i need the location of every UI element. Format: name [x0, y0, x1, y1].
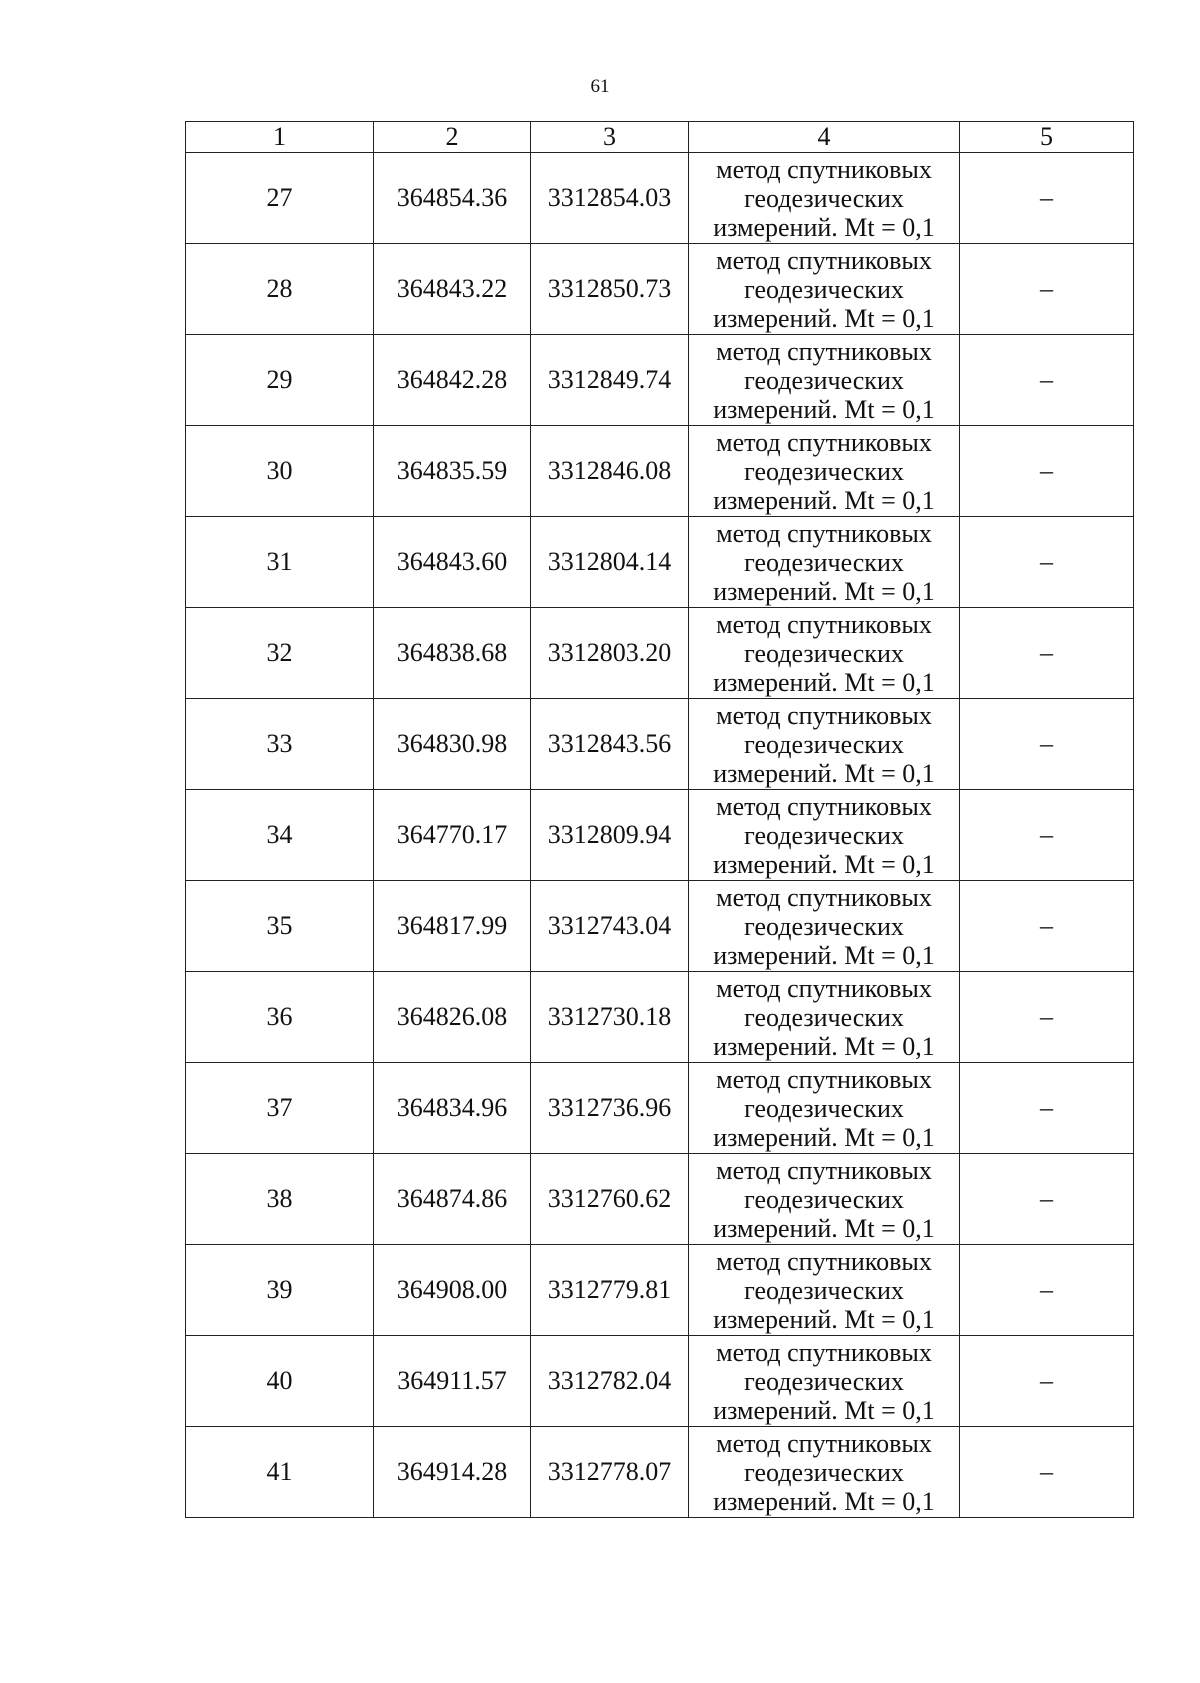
method-cell [689, 1336, 960, 1427]
method-line: метод спутниковых [716, 882, 932, 912]
point-number: 39 [186, 1245, 374, 1336]
table-header-row [186, 122, 1134, 153]
coordinate-y: 3312854.03 [531, 153, 689, 244]
point-number: 28 [186, 244, 374, 335]
coordinate-x: 364843.60 [374, 517, 531, 608]
method-line: геодезических [744, 729, 904, 759]
method-cell [689, 608, 960, 699]
method-line: метод спутниковых [716, 973, 932, 1003]
table-row [186, 1154, 1134, 1245]
point-number: 35 [186, 881, 374, 972]
coordinate-x: 364911.57 [374, 1336, 531, 1427]
note-cell: – [960, 699, 1134, 790]
method-line: геодезических [744, 1366, 904, 1396]
method-line: измерений. Mt = 0,1 [713, 576, 935, 606]
column-header: 5 [960, 122, 1134, 153]
method-line: геодезических [744, 911, 904, 941]
column-header: 3 [531, 122, 689, 153]
method-line: геодезических [744, 456, 904, 486]
coordinate-x: 364817.99 [374, 881, 531, 972]
method-line: измерений. Mt = 0,1 [713, 1486, 935, 1516]
method-cell [689, 1427, 960, 1518]
method-line: геодезических [744, 1093, 904, 1123]
coordinate-y: 3312736.96 [531, 1063, 689, 1154]
method-line: геодезических [744, 274, 904, 304]
method-line: метод спутниковых [716, 791, 932, 821]
method-line: измерений. Mt = 0,1 [713, 940, 935, 970]
method-cell [689, 426, 960, 517]
table-row [186, 881, 1134, 972]
method-line: метод спутниковых [716, 1064, 932, 1094]
method-line: метод спутниковых [716, 1246, 932, 1276]
method-cell [689, 1063, 960, 1154]
coordinate-x: 364914.28 [374, 1427, 531, 1518]
note-cell: – [960, 335, 1134, 426]
method-cell [689, 1245, 960, 1336]
method-line: метод спутниковых [716, 245, 932, 275]
method-line: геодезических [744, 1275, 904, 1305]
method-line: геодезических [744, 365, 904, 395]
coordinate-x: 364908.00 [374, 1245, 531, 1336]
point-number: 34 [186, 790, 374, 881]
method-line: метод спутниковых [716, 154, 932, 184]
point-number: 40 [186, 1336, 374, 1427]
coordinate-y: 3312778.07 [531, 1427, 689, 1518]
coordinate-y: 3312843.56 [531, 699, 689, 790]
table-row [186, 335, 1134, 426]
method-line: измерений. Mt = 0,1 [713, 1031, 935, 1061]
table-row [186, 153, 1134, 244]
method-line: геодезических [744, 638, 904, 668]
method-line: метод спутниковых [716, 1155, 932, 1185]
coordinate-y: 3312730.18 [531, 972, 689, 1063]
coordinate-x: 364842.28 [374, 335, 531, 426]
coordinate-x: 364830.98 [374, 699, 531, 790]
note-cell: – [960, 790, 1134, 881]
coordinate-x: 364834.96 [374, 1063, 531, 1154]
method-line: метод спутниковых [716, 427, 932, 457]
point-number: 31 [186, 517, 374, 608]
method-line: метод спутниковых [716, 336, 932, 366]
table-row [186, 1336, 1134, 1427]
page-number: 61 [590, 76, 610, 97]
coordinates-table [185, 121, 1134, 1518]
coordinate-x: 364770.17 [374, 790, 531, 881]
coordinate-x: 364838.68 [374, 608, 531, 699]
method-line: геодезических [744, 820, 904, 850]
method-cell [689, 1154, 960, 1245]
coordinate-y: 3312809.94 [531, 790, 689, 881]
coordinate-y: 3312846.08 [531, 426, 689, 517]
coordinate-y: 3312804.14 [531, 517, 689, 608]
table-row [186, 1245, 1134, 1336]
method-line: геодезических [744, 1457, 904, 1487]
table-row [186, 699, 1134, 790]
note-cell: – [960, 881, 1134, 972]
note-cell: – [960, 608, 1134, 699]
coordinate-x: 364843.22 [374, 244, 531, 335]
table-row [186, 517, 1134, 608]
method-cell [689, 699, 960, 790]
method-line: измерений. Mt = 0,1 [713, 1395, 935, 1425]
coordinate-y: 3312779.81 [531, 1245, 689, 1336]
method-line: метод спутниковых [716, 1337, 932, 1367]
note-cell: – [960, 153, 1134, 244]
method-line: измерений. Mt = 0,1 [713, 1213, 935, 1243]
note-cell: – [960, 426, 1134, 517]
point-number: 30 [186, 426, 374, 517]
coordinate-y: 3312760.62 [531, 1154, 689, 1245]
method-line: геодезических [744, 1184, 904, 1214]
note-cell: – [960, 1245, 1134, 1336]
method-line: измерений. Mt = 0,1 [713, 667, 935, 697]
column-header: 4 [689, 122, 960, 153]
point-number: 37 [186, 1063, 374, 1154]
coordinate-x: 364835.59 [374, 426, 531, 517]
note-cell: – [960, 244, 1134, 335]
coordinate-y: 3312782.04 [531, 1336, 689, 1427]
table-row [186, 790, 1134, 881]
table-body [186, 153, 1134, 1518]
note-cell: – [960, 1063, 1134, 1154]
method-line: метод спутниковых [716, 518, 932, 548]
note-cell: – [960, 972, 1134, 1063]
point-number: 38 [186, 1154, 374, 1245]
method-cell [689, 335, 960, 426]
note-cell: – [960, 1427, 1134, 1518]
point-number: 27 [186, 153, 374, 244]
method-cell [689, 790, 960, 881]
method-cell [689, 244, 960, 335]
point-number: 41 [186, 1427, 374, 1518]
coordinate-x: 364874.86 [374, 1154, 531, 1245]
table-row [186, 1427, 1134, 1518]
method-cell [689, 881, 960, 972]
method-line: измерений. Mt = 0,1 [713, 394, 935, 424]
table-row [186, 972, 1134, 1063]
note-cell: – [960, 1336, 1134, 1427]
coordinate-x: 364826.08 [374, 972, 531, 1063]
column-header: 2 [374, 122, 531, 153]
method-line: геодезических [744, 1002, 904, 1032]
method-line: измерений. Mt = 0,1 [713, 758, 935, 788]
method-line: метод спутниковых [716, 1428, 932, 1458]
method-line: метод спутниковых [716, 609, 932, 639]
method-line: геодезических [744, 183, 904, 213]
method-line: метод спутниковых [716, 700, 932, 730]
method-line: измерений. Mt = 0,1 [713, 1122, 935, 1152]
table-row [186, 608, 1134, 699]
method-cell [689, 972, 960, 1063]
coordinate-y: 3312850.73 [531, 244, 689, 335]
coordinate-y: 3312849.74 [531, 335, 689, 426]
point-number: 33 [186, 699, 374, 790]
point-number: 32 [186, 608, 374, 699]
table-row [186, 244, 1134, 335]
table-row [186, 1063, 1134, 1154]
point-number: 29 [186, 335, 374, 426]
coordinate-x: 364854.36 [374, 153, 531, 244]
method-line: измерений. Mt = 0,1 [713, 212, 935, 242]
table-row [186, 426, 1134, 517]
method-line: геодезических [744, 547, 904, 577]
coordinate-y: 3312803.20 [531, 608, 689, 699]
coordinate-y: 3312743.04 [531, 881, 689, 972]
note-cell: – [960, 517, 1134, 608]
method-cell [689, 153, 960, 244]
method-line: измерений. Mt = 0,1 [713, 485, 935, 515]
method-line: измерений. Mt = 0,1 [713, 1304, 935, 1334]
method-line: измерений. Mt = 0,1 [713, 849, 935, 879]
column-header: 1 [186, 122, 374, 153]
method-cell [689, 517, 960, 608]
note-cell: – [960, 1154, 1134, 1245]
point-number: 36 [186, 972, 374, 1063]
method-line: измерений. Mt = 0,1 [713, 303, 935, 333]
